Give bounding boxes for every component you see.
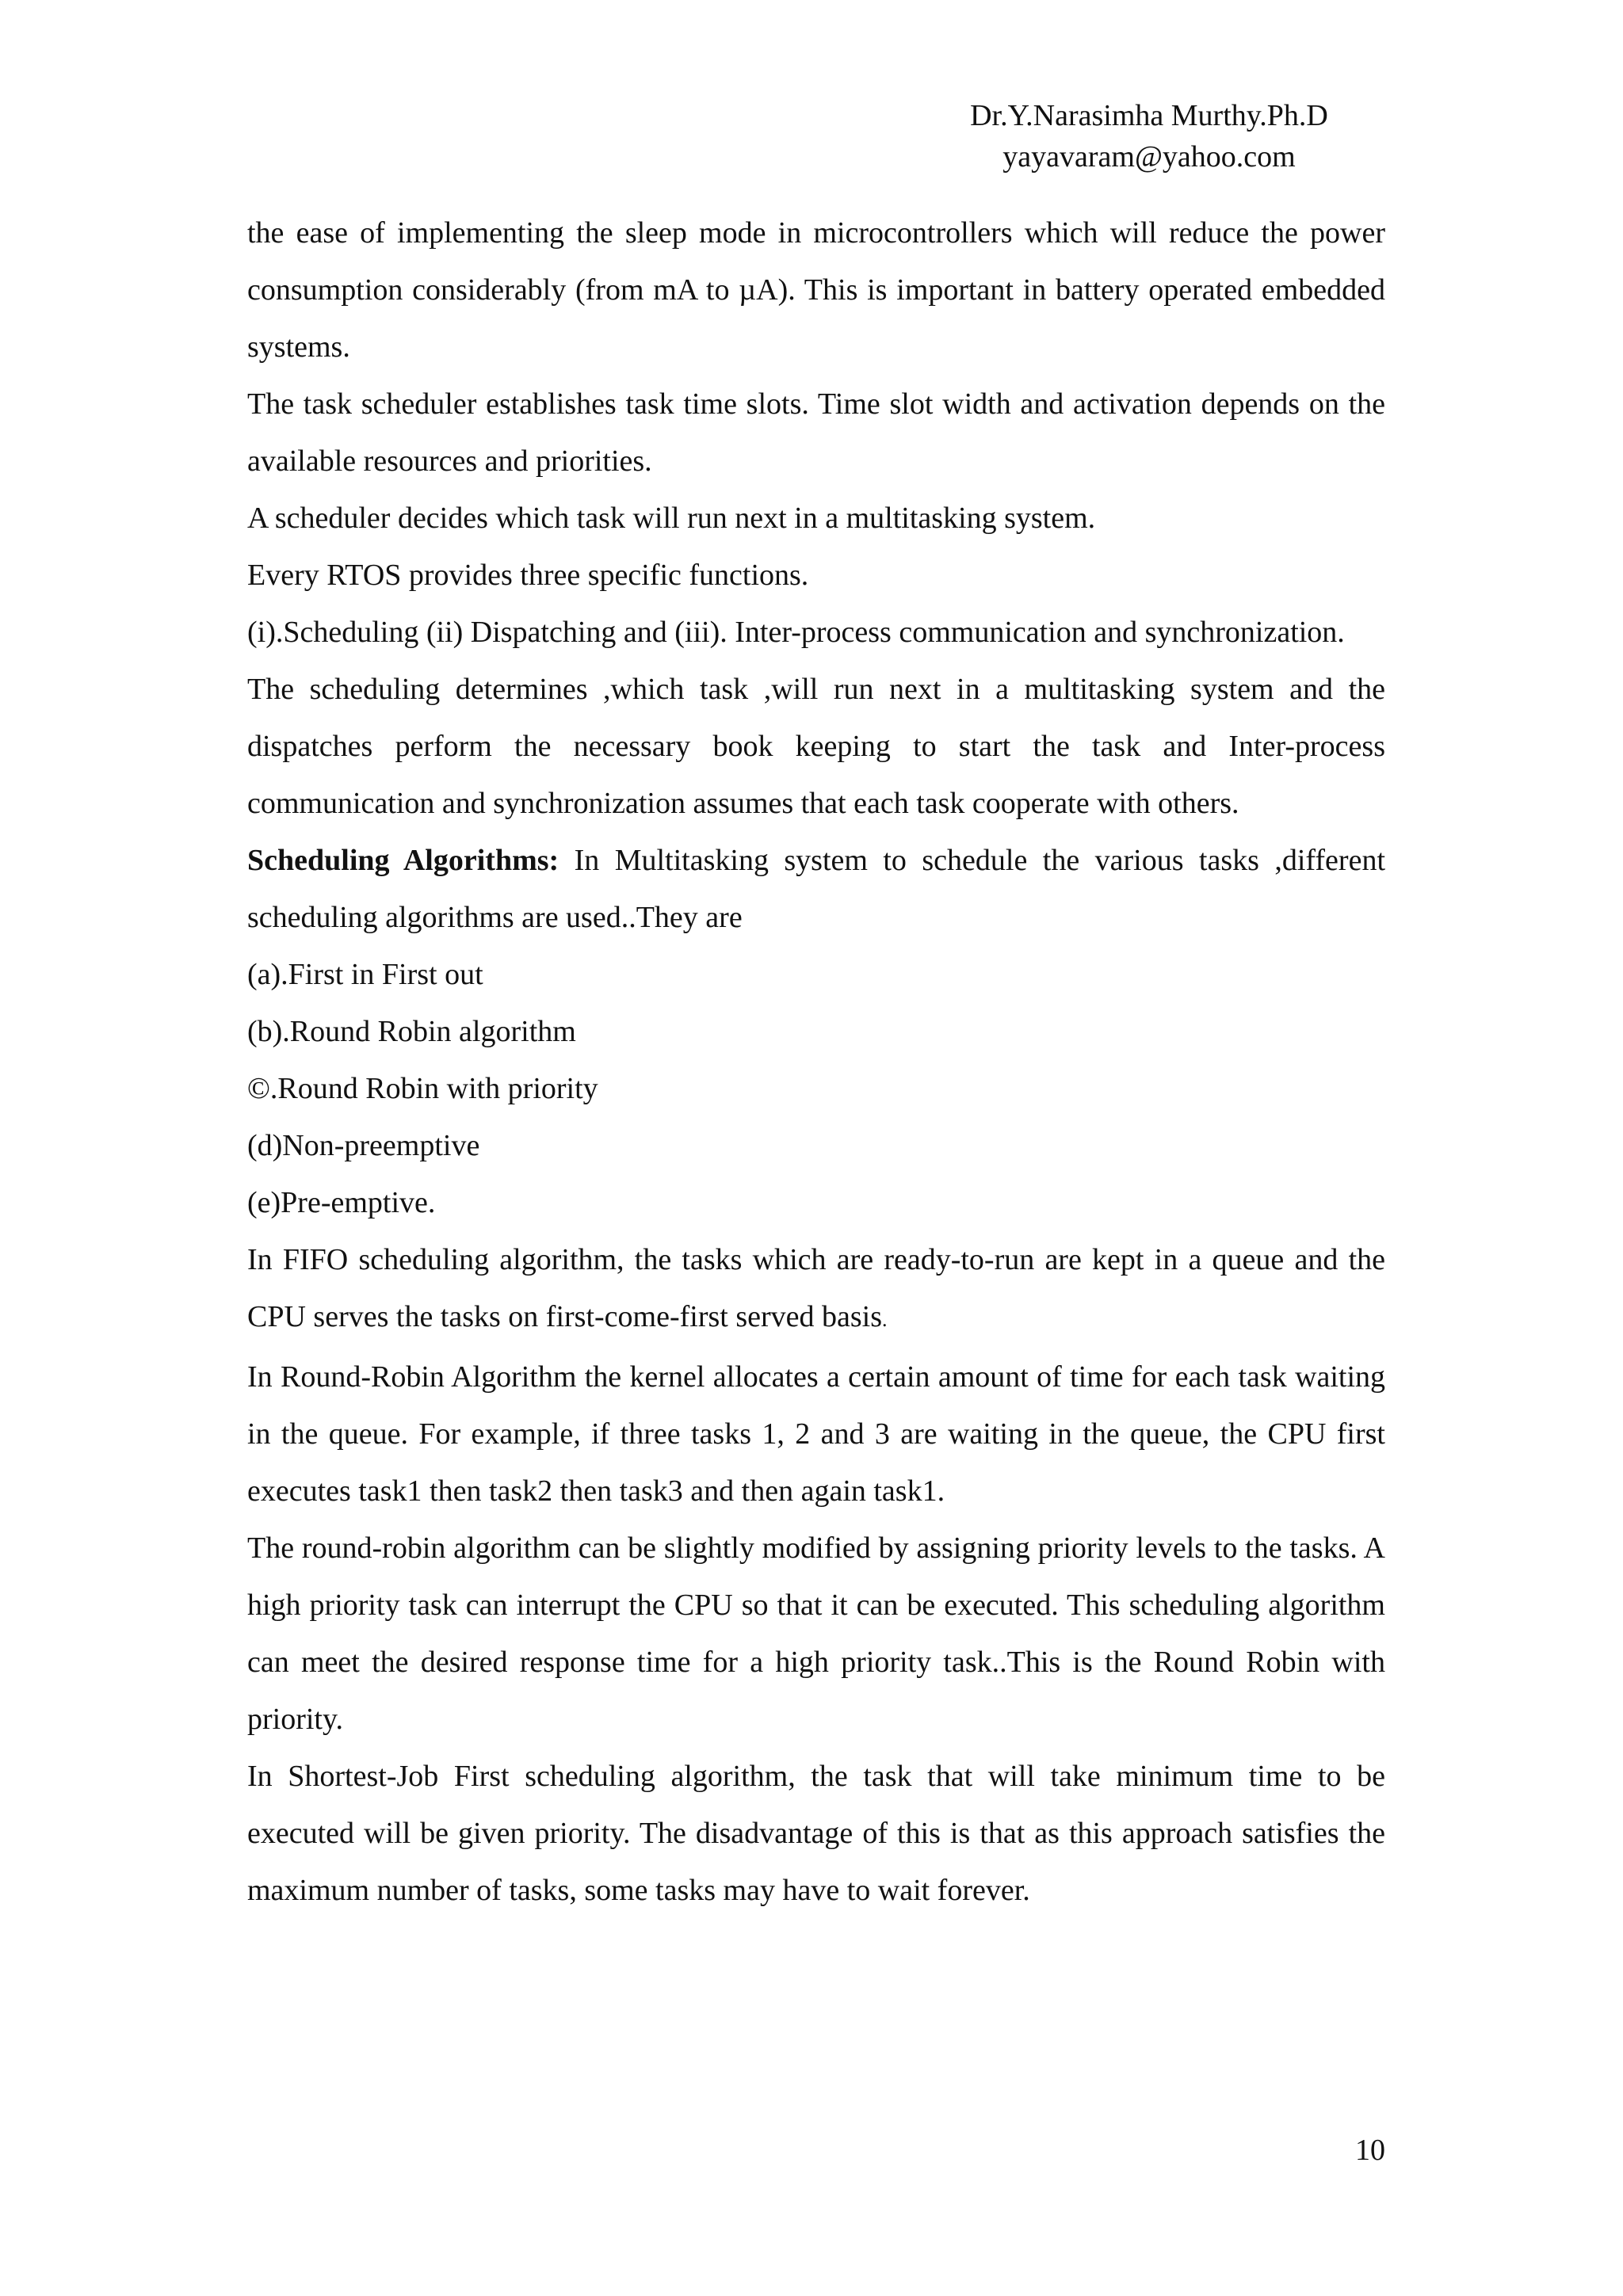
paragraph-functions-list: (i).Scheduling (ii) Dispatching and (iii). Inter-process communication and synchronization. [247, 616, 1345, 649]
paragraph-scheduler-decides: A scheduler decides which task will run next in a multitasking system. [247, 502, 1096, 535]
list-item: (b).Round Robin algorithm [247, 1015, 576, 1048]
page-header [911, 95, 1387, 177]
page-number: 10 [1355, 2134, 1385, 2167]
paragraph-shortest-job-first: In Shortest-Job First scheduling algorithm, the task that will take minimum time to be executed will be given priority. The disadvantage of this is that as this approach satisfies the maximum number of tasks, some tasks may have to wait forever. [247, 1760, 1385, 1907]
body-text [247, 204, 1385, 1919]
section-heading-scheduling-algorithms: Scheduling Algorithms: [247, 844, 559, 877]
paragraph-task-scheduler: The task scheduler establishes task time slots. Time slot width and activation depends on the available resources and priorities. [247, 387, 1385, 478]
paragraph-sleep-mode: the ease of implementing the sleep mode in microcontrollers which will reduce the power consumption considerably (from mA to µA). This is important in battery operated embedded systems. [247, 216, 1385, 364]
paragraph-scheduling-determines: The scheduling determines ,which task ,will run next in a multitasking system and the dispatches perform the necessary book keeping to start the task and Inter-process communication and synchronization assumes that each task cooperate with others. [247, 673, 1385, 820]
paragraph-round-robin-priority: The round-robin algorithm can be slightly modified by assigning priority levels to the tasks. A high priority task can interrupt the CPU so that it can be executed. This scheduling algorithm can meet the desired response time for a high priority task..This is the Round Robin with priority. [247, 1531, 1385, 1736]
fifo-period: . [882, 1308, 888, 1331]
fifo-text: In FIFO scheduling algorithm, the tasks which are ready-to-run are kept in a queue and the CPU serves the tasks on first-come-first served basis [247, 1243, 1385, 1333]
list-item: (e)Pre-emptive. [247, 1186, 436, 1219]
paragraph-round-robin: In Round-Robin Algorithm the kernel allocates a certain amount of time for each task waiting in the queue. For example, if three tasks 1, 2 and 3 are waiting in the queue, the CPU first executes task1 then task2 then task3 and then again task1. [247, 1360, 1385, 1508]
list-item: ©.Round Robin with priority [247, 1072, 598, 1105]
list-item: (d)Non-preemptive [247, 1129, 480, 1162]
scheduling-algorithms-intro: In Multitasking system to schedule the various tasks ,different scheduling algorithms are used..They are [247, 844, 1385, 934]
paragraph-fifo [247, 1231, 1385, 1348]
author-name: Dr.Y.Narasimha Murthy.Ph.D [970, 99, 1328, 132]
paragraph-rtos-functions: Every RTOS provides three specific functions. [247, 559, 809, 592]
list-item: (a).First in First out [247, 958, 483, 991]
paragraph-scheduling-algorithms [247, 832, 1385, 946]
author-email: yayavaram@yahoo.com [1002, 140, 1296, 174]
